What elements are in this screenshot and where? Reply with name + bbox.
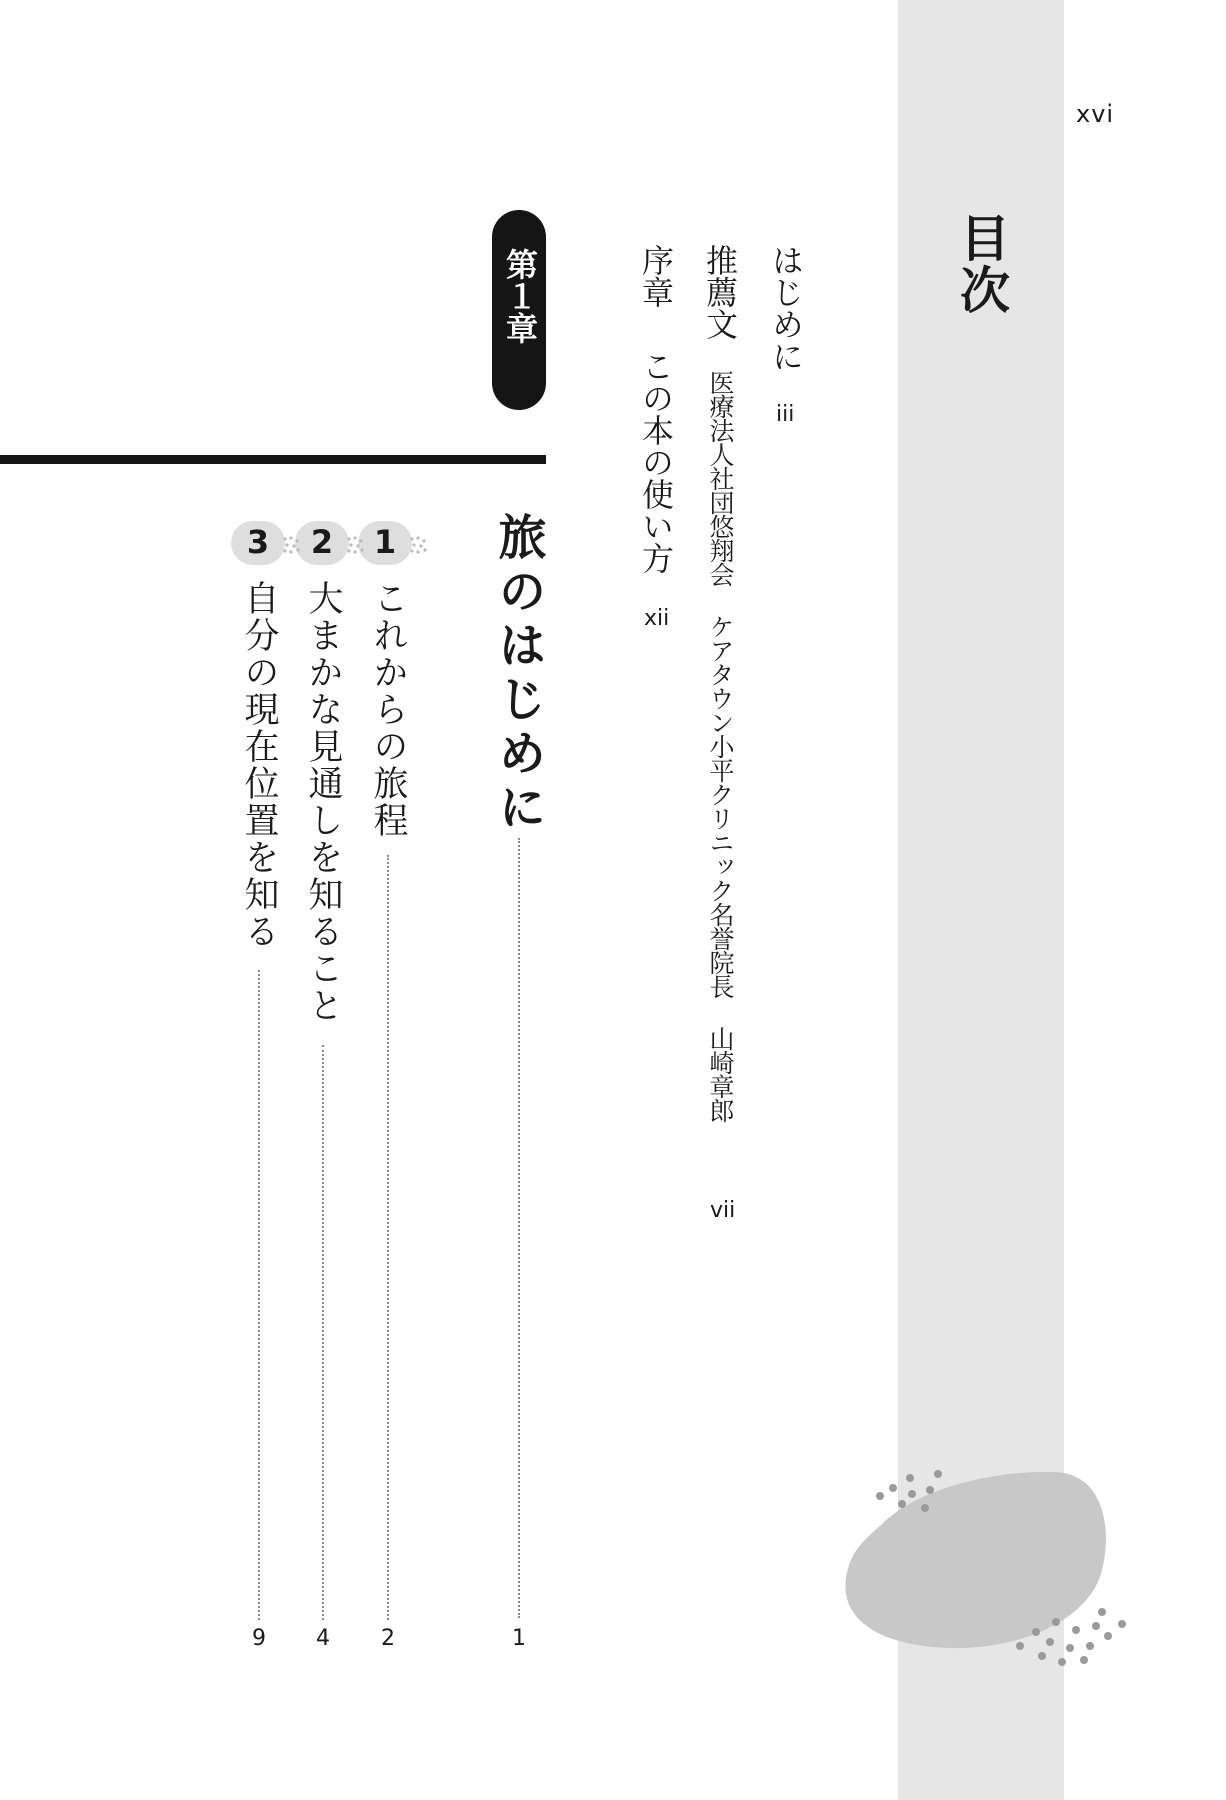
toc-entry-prologue[interactable]: 序章 (637, 244, 675, 308)
section-2-leader (322, 1045, 324, 1620)
toc-entry-recommendation-page: vii (710, 1198, 736, 1223)
section-3-page: 9 (252, 1626, 266, 1651)
section-1-title[interactable]: これからの旅程 (368, 580, 408, 839)
chapter-title[interactable]: 旅のはじめに (490, 512, 546, 836)
section-1-page: 2 (381, 1626, 395, 1651)
section-1-number-badge (358, 521, 428, 565)
toc-entry-prologue-subtitle: この本の使い方 (637, 350, 675, 574)
toc-entry-recommendation-author: 医療法人社団悠翔会 ケアタウン小平クリニック名誉院長 山崎章郎 (706, 370, 735, 1122)
section-2-title[interactable]: 大まかな見通しを知ること (303, 580, 343, 1024)
chapter-page: 1 (512, 1626, 526, 1651)
section-3-leader (258, 970, 260, 1620)
chapter-leader (518, 838, 520, 1618)
sparkle-dots-icon (408, 535, 428, 555)
section-1-leader (387, 855, 389, 1620)
chapter-badge (492, 210, 546, 410)
toc-entry-prologue-page: xii (644, 606, 670, 631)
chapter-label: 第１章 (501, 248, 539, 344)
chapter-rule (0, 455, 546, 464)
toc-heading: 目次 (952, 212, 1010, 316)
section-1-number: 1 (373, 523, 397, 561)
section-3-title[interactable]: 自分の現在位置を知る (239, 580, 279, 950)
sparkle-dots-icon (345, 535, 365, 555)
toc-entry-recommendation[interactable]: 推薦文 (701, 244, 739, 340)
section-2-number: 2 (310, 523, 334, 561)
toc-entry-hajimeni[interactable]: はじめに (767, 244, 805, 372)
decorative-blob-icon (840, 1460, 1140, 1680)
page-number: xvi (1076, 100, 1115, 128)
section-2-number-badge (295, 521, 365, 565)
sparkle-dots-icon (281, 535, 301, 555)
section-3-number: 3 (246, 523, 270, 561)
section-3-number-badge (231, 521, 301, 565)
toc-entry-hajimeni-page: iii (776, 402, 795, 427)
section-2-page: 4 (316, 1626, 330, 1651)
